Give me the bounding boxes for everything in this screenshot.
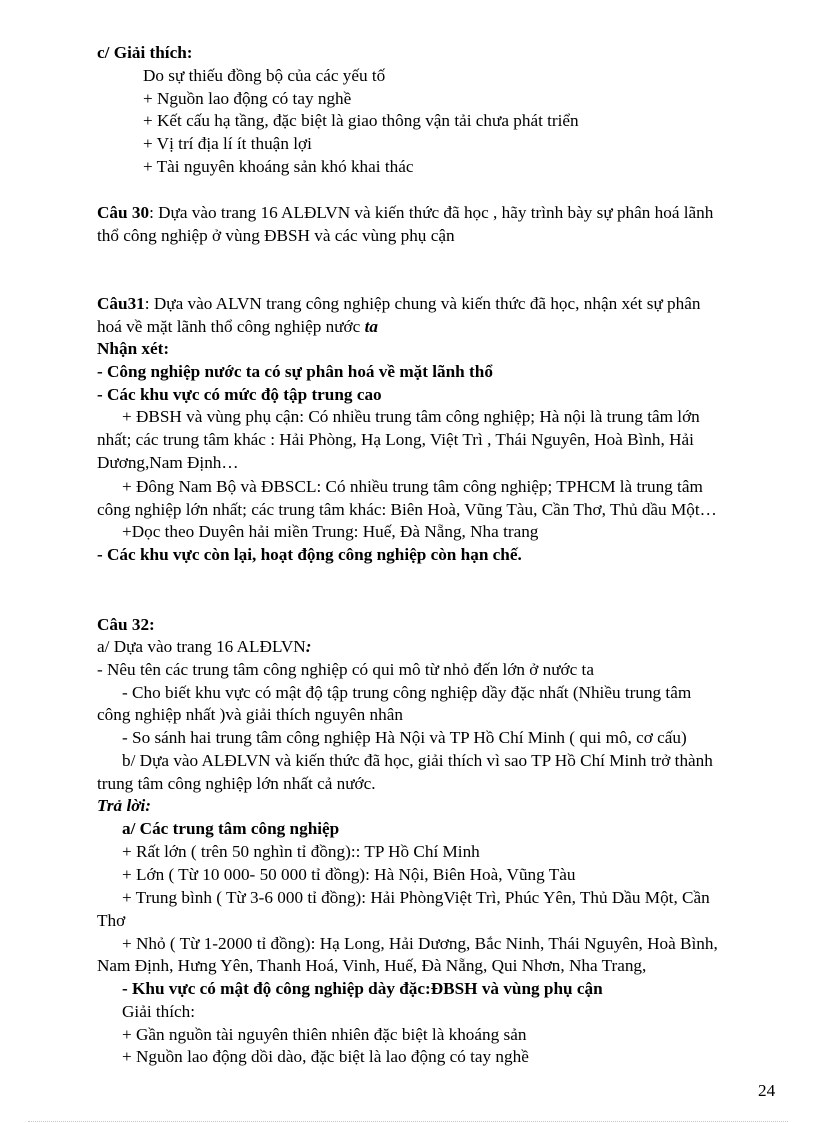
answer-line: + Trung bình ( Từ 3-6 000 tỉ đồng): Hải PhòngViệt Trì, Phúc Yên, Thủ Dầu Một, Cần xyxy=(122,888,710,907)
question-31-label: Câu31 xyxy=(97,294,145,313)
comment-detail: + ĐBSH và vùng phụ cận: Có nhiều trung tâm công nghiệp; Hà nội là trung tâm lớn xyxy=(122,407,700,426)
question-32-line: - So sánh hai trung tâm công nghiệp Hà Nội và TP Hồ Chí Minh ( qui mô, cơ cấu) xyxy=(122,728,687,747)
answer-line: Nam Định, Hưng Yên, Thanh Hoá, Vinh, Huế, Đà Nẵng, Qui Nhơn, Nha Trang, xyxy=(97,956,647,975)
question-30-line: Câu 30: Dựa vào trang 16 ALĐLVN và kiến thức đã học , hãy trình bày sự phân hoá lãnh xyxy=(97,203,714,222)
answer-heading: Trả lời: xyxy=(97,796,151,815)
page-number: 24 xyxy=(758,1081,776,1100)
question-32-line: trung tâm công nghiệp lớn nhất cả nước. xyxy=(97,774,376,793)
question-32-label: Câu 32: xyxy=(97,615,155,634)
answer-line: + Rất lớn ( trên 50 nghìn tỉ đồng):: TP Hồ Chí Minh xyxy=(122,842,480,861)
nhan-xet-heading: Nhận xét: xyxy=(97,339,170,358)
section-c-line: + Tài nguyên khoáng sản khó khai thác xyxy=(143,157,414,176)
question-32-line: a/ Dựa vào trang 16 ALĐLVN: xyxy=(97,637,312,656)
answer-line: + Nhỏ ( Từ 1-2000 tỉ đồng): Hạ Long, Hải Dương, Bắc Ninh, Thái Nguyên, Hoà Bình, xyxy=(122,934,718,953)
page-bottom-divider xyxy=(28,1121,788,1122)
question-32-line: - Nêu tên các trung tâm công nghiệp có qui mô từ nhỏ đến lớn ở nước ta xyxy=(97,660,594,679)
answer-bullet: - Khu vực có mật độ công nghiệp dày đặc:ĐBSH và vùng phụ cận xyxy=(122,979,603,998)
comment-detail: +Dọc theo Duyên hải miền Trung: Huế, Đà Nẵng, Nha trang xyxy=(122,522,539,541)
section-c-line: + Nguồn lao động có tay nghề xyxy=(143,89,352,108)
comment-detail: Dương,Nam Định… xyxy=(97,453,239,472)
question-30-line: thổ công nghiệp ở vùng ĐBSH và các vùng phụ cận xyxy=(97,226,455,245)
question-32-line: b/ Dựa vào ALĐLVN và kiến thức đã học, giải thích vì sao TP Hồ Chí Minh trở thành xyxy=(122,751,713,770)
answer-line: + Lớn ( Từ 10 000- 50 000 tỉ đồng): Hà Nội, Biên Hoà, Vũng Tàu xyxy=(122,865,576,884)
question-32-line: công nghiệp nhất )và giải thích nguyên nhân xyxy=(97,705,403,724)
question-31-line: Câu31: Dựa vào ALVN trang công nghiệp chung và kiến thức đã học, nhận xét sự phân xyxy=(97,294,701,313)
comment-bullet: - Các khu vực còn lại, hoạt động công nghiệp còn hạn chế. xyxy=(97,545,522,564)
question-30-label: Câu 30 xyxy=(97,203,150,222)
comment-bullet: - Công nghiệp nước ta có sự phân hoá về mặt lãnh thổ xyxy=(97,362,493,381)
question-31-line: hoá về mặt lãnh thổ công nghiệp nước ta xyxy=(97,317,378,336)
section-c-heading: c/ Giải thích: xyxy=(97,43,193,62)
comment-detail: công nghiệp lớn nhất; các trung tâm khác: Biên Hoà, Vũng Tàu, Cần Thơ, Thủ dầu Một… xyxy=(97,500,717,519)
section-c-line: Do sự thiếu đồng bộ của các yếu tố xyxy=(143,66,386,85)
section-c-line: + Kết cấu hạ tầng, đặc biệt là giao thông vận tải chưa phát triển xyxy=(143,111,579,130)
answer-line: Thơ xyxy=(97,911,126,930)
comment-detail: nhất; các trung tâm khác : Hải Phòng, Hạ Long, Việt Trì , Thái Nguyên, Hoà Bình, Hải xyxy=(97,430,694,449)
answer-line: Giải thích: xyxy=(122,1002,196,1021)
comment-bullet: - Các khu vực có mức độ tập trung cao xyxy=(97,385,382,404)
answer-line: + Nguồn lao động dồi dào, đặc biệt là lao động có tay nghề xyxy=(122,1047,529,1066)
section-c-line: + Vị trí địa lí ít thuận lợi xyxy=(143,134,312,153)
question-32-line: - Cho biết khu vực có mật độ tập trung công nghiệp dầy đặc nhất (Nhiều trung tâm xyxy=(122,683,692,702)
comment-detail: + Đông Nam Bộ và ĐBSCL: Có nhiều trung tâm công nghiệp; TPHCM là trung tâm xyxy=(122,477,703,496)
answer-subheading: a/ Các trung tâm công nghiệp xyxy=(122,819,340,838)
answer-line: + Gần nguồn tài nguyên thiên nhiên đặc biệt là khoáng sản xyxy=(122,1025,527,1044)
